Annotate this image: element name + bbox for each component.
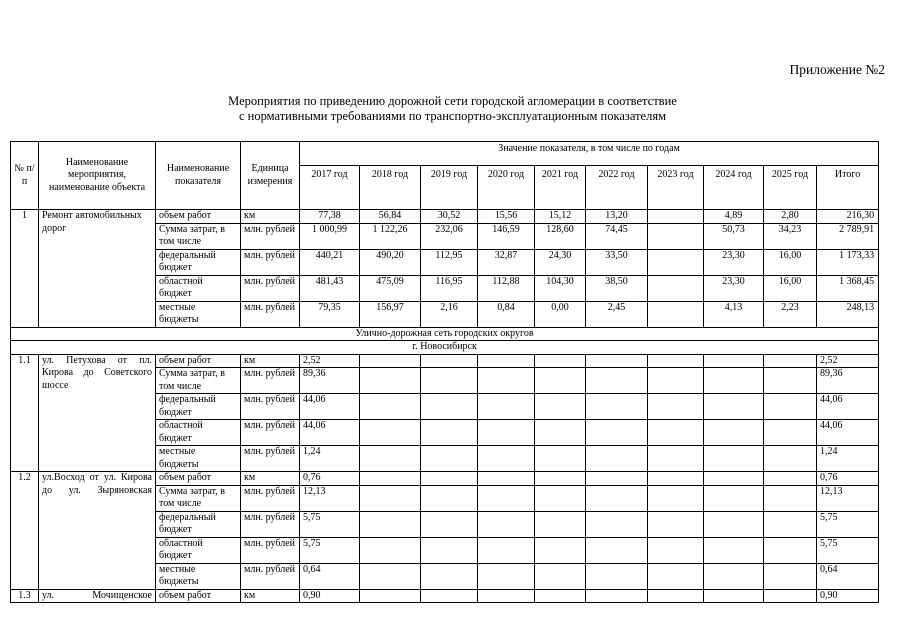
value-cell: 116,95 — [421, 275, 478, 301]
value-cell — [764, 368, 817, 394]
value-cell: 156,97 — [360, 301, 421, 327]
section-row — [11, 341, 879, 355]
value-cell — [360, 589, 421, 603]
value-cell: 0,84 — [478, 301, 535, 327]
value-cell: 44,06 — [300, 420, 360, 446]
total-cell: 0,64 — [817, 563, 879, 589]
indicator-name: областной бюджет — [156, 420, 241, 446]
section-title: Улично-дорожная сеть городских округов — [11, 327, 879, 341]
value-cell — [421, 537, 478, 563]
value-cell: 128,60 — [535, 223, 586, 249]
value-cell: 50,73 — [704, 223, 764, 249]
value-cell: 146,59 — [478, 223, 535, 249]
value-cell — [586, 511, 648, 537]
table-row — [11, 472, 879, 486]
value-cell — [535, 537, 586, 563]
value-cell — [648, 210, 704, 224]
table-row — [11, 589, 879, 603]
title-line-1: Мероприятия по приведению дорожной сети городской агломерации в соответствие — [228, 94, 677, 108]
value-cell — [360, 354, 421, 368]
value-cell: 104,30 — [535, 275, 586, 301]
value-cell — [421, 511, 478, 537]
value-cell — [421, 368, 478, 394]
value-cell — [764, 589, 817, 603]
value-cell: 1 122,26 — [360, 223, 421, 249]
value-cell — [478, 485, 535, 511]
title-line-2: с нормативными требованиями по транспортно-эксплуатационным показателям — [238, 109, 666, 123]
value-cell — [421, 563, 478, 589]
indicator-name: областной бюджет — [156, 275, 241, 301]
value-cell — [648, 472, 704, 486]
value-cell — [648, 537, 704, 563]
value-cell — [704, 563, 764, 589]
table-row — [11, 354, 879, 368]
row-number: 1 — [11, 210, 39, 328]
value-cell — [648, 354, 704, 368]
header-year: 2018 год — [360, 166, 421, 210]
value-cell — [535, 511, 586, 537]
section-title: г. Новосибирск — [11, 341, 879, 355]
value-cell: 216,30 — [817, 210, 879, 224]
value-cell: 30,52 — [421, 210, 478, 224]
value-cell: 4,89 — [704, 210, 764, 224]
indicator-name: Сумма затрат, в том числе — [156, 223, 241, 249]
unit-cell: млн. рублей — [241, 537, 300, 563]
value-cell: 79,35 — [300, 301, 360, 327]
value-cell — [764, 420, 817, 446]
value-cell: 5,75 — [300, 511, 360, 537]
value-cell: 440,21 — [300, 249, 360, 275]
total-cell: 5,75 — [817, 537, 879, 563]
value-cell: 481,43 — [300, 275, 360, 301]
row-number: 1.1 — [11, 354, 39, 472]
value-cell — [360, 485, 421, 511]
indicator-name: объем работ — [156, 210, 241, 224]
value-cell: 77,38 — [300, 210, 360, 224]
value-cell — [421, 354, 478, 368]
value-cell: 38,50 — [586, 275, 648, 301]
value-cell — [704, 537, 764, 563]
unit-cell: млн. рублей — [241, 368, 300, 394]
indicator-name: местные бюджеты — [156, 301, 241, 327]
value-cell: 0,64 — [300, 563, 360, 589]
object-name: ул. Мочищенское — [39, 589, 156, 603]
value-cell — [421, 589, 478, 603]
header-year: 2024 год — [704, 166, 764, 210]
header-indicator: Наименование показателя — [156, 142, 241, 210]
value-cell: 15,12 — [535, 210, 586, 224]
value-cell — [478, 589, 535, 603]
object-name: ул.Восход от ул. Кирова до ул. Зыряновская — [39, 472, 156, 590]
value-cell: 89,36 — [300, 368, 360, 394]
value-cell — [360, 511, 421, 537]
value-cell — [360, 420, 421, 446]
value-cell — [586, 354, 648, 368]
value-cell: 2 789,91 — [817, 223, 879, 249]
value-cell — [648, 511, 704, 537]
total-cell: 2,52 — [817, 354, 879, 368]
value-cell: 0,00 — [535, 301, 586, 327]
value-cell — [478, 563, 535, 589]
value-cell: 1,24 — [300, 446, 360, 472]
indicator-name: областной бюджет — [156, 537, 241, 563]
total-cell: 89,36 — [817, 368, 879, 394]
value-cell — [421, 394, 478, 420]
value-cell — [535, 485, 586, 511]
value-cell — [586, 472, 648, 486]
value-cell: 74,45 — [586, 223, 648, 249]
value-cell: 1 368,45 — [817, 275, 879, 301]
value-cell — [648, 420, 704, 446]
value-cell — [764, 537, 817, 563]
value-cell: 16,00 — [764, 275, 817, 301]
indicator-name: Сумма затрат, в том числе — [156, 485, 241, 511]
header-year: 2021 год — [535, 166, 586, 210]
unit-cell: млн. рублей — [241, 275, 300, 301]
unit-cell: млн. рублей — [241, 394, 300, 420]
header-year: 2022 год — [586, 166, 648, 210]
value-cell — [764, 394, 817, 420]
header-year: Итого — [817, 166, 879, 210]
value-cell: 0,76 — [300, 472, 360, 486]
indicators-table — [10, 141, 879, 603]
value-cell — [586, 446, 648, 472]
value-cell: 490,20 — [360, 249, 421, 275]
value-cell — [586, 537, 648, 563]
row-number: 1.2 — [11, 472, 39, 590]
value-cell: 16,00 — [764, 249, 817, 275]
value-cell — [360, 368, 421, 394]
value-cell: 0,90 — [300, 589, 360, 603]
unit-cell: млн. рублей — [241, 249, 300, 275]
indicator-name: объем работ — [156, 589, 241, 603]
value-cell — [704, 589, 764, 603]
value-cell: 112,88 — [478, 275, 535, 301]
value-cell — [648, 563, 704, 589]
value-cell — [764, 472, 817, 486]
value-cell — [421, 485, 478, 511]
header-unit: Единица измерения — [241, 142, 300, 210]
unit-cell: км — [241, 210, 300, 224]
total-cell: 44,06 — [817, 420, 879, 446]
total-cell: 0,90 — [817, 589, 879, 603]
value-cell: 24,30 — [535, 249, 586, 275]
value-cell — [478, 472, 535, 486]
value-cell — [704, 420, 764, 446]
value-cell — [648, 394, 704, 420]
value-cell — [648, 249, 704, 275]
indicator-name: местные бюджеты — [156, 446, 241, 472]
value-cell — [586, 589, 648, 603]
value-cell: 56,84 — [360, 210, 421, 224]
value-cell — [648, 223, 704, 249]
value-cell — [478, 446, 535, 472]
section-row — [11, 327, 879, 341]
unit-cell: км — [241, 472, 300, 486]
value-cell — [535, 589, 586, 603]
value-cell — [704, 472, 764, 486]
unit-cell: км — [241, 589, 300, 603]
value-cell: 23,30 — [704, 275, 764, 301]
value-cell: 475,09 — [360, 275, 421, 301]
indicator-name: Сумма затрат, в том числе — [156, 368, 241, 394]
value-cell — [421, 446, 478, 472]
unit-cell: млн. рублей — [241, 511, 300, 537]
value-cell: 2,23 — [764, 301, 817, 327]
total-cell: 5,75 — [817, 511, 879, 537]
value-cell — [704, 511, 764, 537]
value-cell — [535, 472, 586, 486]
unit-cell: млн. рублей — [241, 446, 300, 472]
value-cell — [586, 420, 648, 446]
indicator-name: федеральный бюджет — [156, 511, 241, 537]
value-cell — [478, 368, 535, 394]
indicator-name: объем работ — [156, 354, 241, 368]
value-cell — [648, 589, 704, 603]
value-cell — [586, 394, 648, 420]
value-cell — [360, 394, 421, 420]
indicator-name: федеральный бюджет — [156, 249, 241, 275]
value-cell: 32,87 — [478, 249, 535, 275]
value-cell — [586, 368, 648, 394]
value-cell — [764, 511, 817, 537]
value-cell: 13,20 — [586, 210, 648, 224]
value-cell — [586, 563, 648, 589]
unit-cell: млн. рублей — [241, 301, 300, 327]
value-cell: 23,30 — [704, 249, 764, 275]
unit-cell: км — [241, 354, 300, 368]
value-cell — [648, 368, 704, 394]
value-cell — [764, 485, 817, 511]
header-name: Наименование мероприятия, наименование объекта — [39, 142, 156, 210]
value-cell — [648, 485, 704, 511]
value-cell — [648, 275, 704, 301]
value-cell: 1 173,33 — [817, 249, 879, 275]
value-cell — [535, 394, 586, 420]
value-cell: 2,45 — [586, 301, 648, 327]
value-cell — [360, 563, 421, 589]
value-cell: 44,06 — [300, 394, 360, 420]
total-cell: 44,06 — [817, 394, 879, 420]
value-cell — [704, 394, 764, 420]
value-cell — [421, 420, 478, 446]
value-cell: 2,52 — [300, 354, 360, 368]
indicator-name: объем работ — [156, 472, 241, 486]
value-cell — [421, 472, 478, 486]
value-cell: 5,75 — [300, 537, 360, 563]
value-cell — [535, 354, 586, 368]
value-cell — [478, 394, 535, 420]
value-cell — [704, 446, 764, 472]
header-year: 2020 год — [478, 166, 535, 210]
table-row — [11, 210, 879, 224]
value-cell: 15,56 — [478, 210, 535, 224]
value-cell: 33,50 — [586, 249, 648, 275]
unit-cell: млн. рублей — [241, 485, 300, 511]
document-title — [0, 94, 905, 124]
value-cell — [535, 420, 586, 446]
value-cell — [535, 446, 586, 472]
value-cell: 1 000,99 — [300, 223, 360, 249]
value-cell: 2,16 — [421, 301, 478, 327]
unit-cell: млн. рублей — [241, 223, 300, 249]
value-cell: 34,23 — [764, 223, 817, 249]
value-cell — [764, 446, 817, 472]
total-cell: 1,24 — [817, 446, 879, 472]
header-year: 2017 год — [300, 166, 360, 210]
value-cell — [360, 446, 421, 472]
value-cell — [764, 563, 817, 589]
value-cell: 2,80 — [764, 210, 817, 224]
row-number: 1.3 — [11, 589, 39, 603]
value-cell: 232,06 — [421, 223, 478, 249]
value-cell: 12,13 — [300, 485, 360, 511]
value-cell — [535, 368, 586, 394]
header-year: 2023 год — [648, 166, 704, 210]
value-cell — [648, 446, 704, 472]
value-cell — [704, 354, 764, 368]
total-cell: 0,76 — [817, 472, 879, 486]
indicator-name: местные бюджеты — [156, 563, 241, 589]
object-name: ул. Петухова от пл. Кирова до Советского шоссе — [39, 354, 156, 472]
header-year: 2019 год — [421, 166, 478, 210]
value-cell: 248,13 — [817, 301, 879, 327]
total-cell: 12,13 — [817, 485, 879, 511]
value-cell — [478, 354, 535, 368]
value-cell — [478, 511, 535, 537]
indicator-name: федеральный бюджет — [156, 394, 241, 420]
value-cell — [704, 368, 764, 394]
unit-cell: млн. рублей — [241, 563, 300, 589]
value-cell — [478, 420, 535, 446]
value-cell: 4,13 — [704, 301, 764, 327]
value-cell — [648, 301, 704, 327]
unit-cell: млн. рублей — [241, 420, 300, 446]
header-values: Значение показателя, в том числе по годам — [300, 142, 879, 166]
value-cell: 112,95 — [421, 249, 478, 275]
value-cell — [360, 472, 421, 486]
header-year: 2025 год — [764, 166, 817, 210]
value-cell — [764, 354, 817, 368]
value-cell — [478, 537, 535, 563]
object-name: Ремонт автомобильных дорог — [39, 210, 156, 328]
value-cell — [586, 485, 648, 511]
appendix-label: Приложение №2 — [789, 62, 885, 77]
value-cell — [535, 563, 586, 589]
value-cell — [360, 537, 421, 563]
header-num: № п/п — [11, 142, 39, 210]
value-cell — [704, 485, 764, 511]
